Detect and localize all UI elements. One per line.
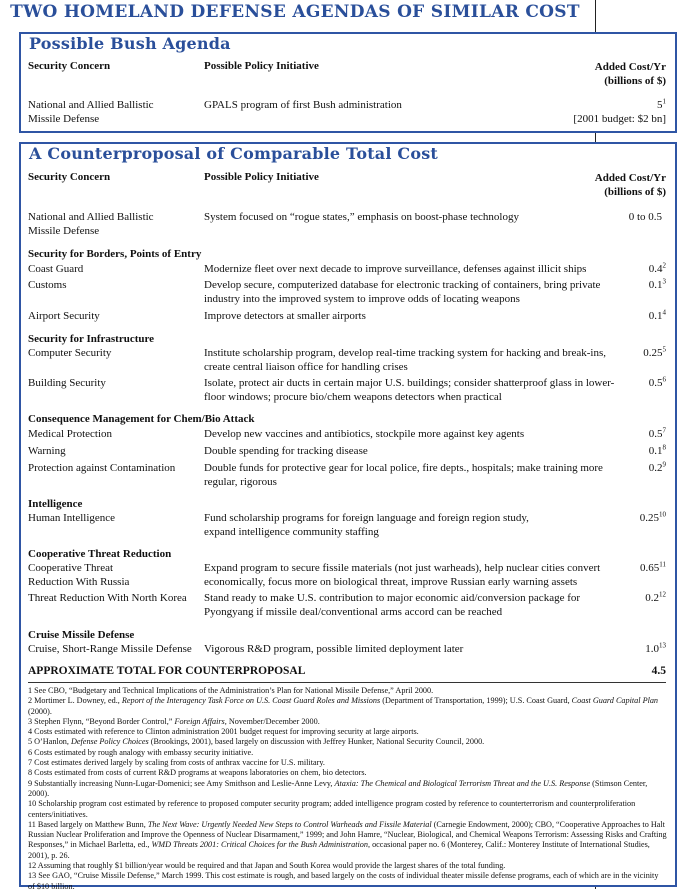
cost-header-line2: (billions of $) — [604, 75, 666, 87]
concern-cell: Human Intelligence — [28, 512, 116, 524]
concern-cell: National and Allied Ballistic Missile Defense — [28, 99, 154, 125]
footnote-ref: 12 — [659, 590, 666, 599]
bush-agenda-panel — [19, 32, 677, 133]
column-header-concern: Security Concern — [28, 171, 111, 183]
initiative-cell: Vigorous R&D program, possible limited deployment later — [204, 643, 464, 655]
initiative-cell: Isolate, protect air ducts in certain major U.S. buildings; consider shatterproof glass in lower-floor windows; procure bio/chem weapons detectors when practical — [204, 377, 615, 403]
initiative-cell: Modernize fleet over next decade to improve surveillance, defenses against illicit ships — [204, 263, 587, 275]
concern-cell: Warning — [28, 445, 66, 457]
concern-cell: Computer Security — [28, 347, 112, 359]
cost-cell — [556, 444, 666, 458]
footnote: 7 Cost estimates derived largely by scaling from costs of anthrax vaccine for U.S. military. — [28, 758, 325, 768]
footnote: 10 Scholarship program cost estimated by reference to proposed computer security program; added intelligence program costed by reference to counterterrorism and counterproliferation centers/initiatives. — [28, 799, 636, 819]
cost-cell — [556, 511, 666, 525]
concern-cell: Threat Reduction With North Korea — [28, 592, 187, 604]
bush-agenda-heading: Possible Bush Agenda — [29, 34, 231, 53]
cost-value: 1.0 — [645, 643, 659, 655]
section-heading: Cooperative Threat Reduction — [28, 548, 172, 560]
cost-value: 0.25 — [639, 512, 659, 524]
page-title: TWO HOMELAND DEFENSE AGENDAS OF SIMILAR COST — [10, 2, 580, 22]
concern-cell: Protection against Contamination — [28, 462, 176, 474]
initiative-cell: GPALS program of first Bush administration — [204, 99, 402, 111]
section-heading: Intelligence — [28, 498, 83, 510]
concern-cell: Cooperative Threat Reduction With Russia — [28, 562, 130, 588]
footnote: 11 Based largely on Matthew Bunn, The Next Wave: Urgently Needed New Steps to Control Warheads and Fissile Material (Carnegie Endowment, 2000); CBO, “Cooperative Approaches to Halt Russian Nuclear Proliferation and Improve the Openness of Nuclear Disarmament,” 1999; and John Hamre, “Nuclear, Biological, and Chemical Weapons Terrorism: Assessing Risks and Crafting Responses,” in Michael Barletta, ed., WMD Threats 2001: Critical Choices for the Bush Administration, occasional paper no. 6 (Monterey, Calif.: Monterey Institute of International Studies, 2001), p. 26. — [28, 819, 667, 860]
footnote-ref: 1 — [662, 97, 666, 106]
footnote: 6 Costs estimated by rough analogy with embassy security initiative. — [28, 747, 254, 757]
concern-cell: Coast Guard — [28, 263, 84, 275]
decorative-rule — [595, 133, 596, 142]
footnote: 13 See GAO, “Cruise Missile Defense,” March 1999. This cost estimate is rough, and based largely on the costs of individual theater missile defense programs, each of which are in the vicinity of $10 billion. — [28, 871, 659, 891]
cost-header-line1: Added Cost/Yr — [594, 172, 666, 184]
concern-cell: Medical Protection — [28, 428, 113, 440]
concern-cell: Cruise, Short-Range Missile Defense — [28, 643, 192, 655]
cost-value: 0.1 — [648, 445, 663, 457]
counterproposal-panel — [19, 142, 677, 891]
cost-value: 0.5 — [648, 377, 663, 389]
column-header-concern: Security Concern — [28, 60, 111, 72]
footnote-ref: 2 — [662, 261, 666, 270]
footnote-ref: 4 — [662, 308, 666, 317]
footnote: 3 Stephen Flynn, “Beyond Border Control,” Foreign Affairs, November/December 2000. — [28, 716, 320, 726]
initiative-cell: Stand ready to make U.S. contribution to major economic aid/conversion package for Pyongyang if missile deal/conventional arms accord can be reached — [204, 592, 581, 618]
concern-cell: Customs — [28, 279, 67, 291]
footnotes — [28, 686, 667, 892]
footnote-ref: 7 — [662, 426, 666, 435]
footnote: 1 See CBO, “Budgetary and Technical Implications of the Administration’s Plan for National Missile Defense,” April 2000. — [28, 686, 434, 695]
cost-value: 0.65 — [640, 562, 660, 574]
section-heading: Consequence Management for Chem/Bio Attack — [28, 413, 255, 425]
footnote: 2 Mortimer L. Downey, ed., Report of the Interagency Task Force on U.S. Coast Guard Roles and Missions (Department of Transportation, 1999); U.S. Coast Guard, Coast Guard Capital Plan (2000). — [28, 696, 659, 716]
cost-value: 0.4 — [648, 263, 663, 275]
cost-cell — [556, 461, 666, 475]
cost-cell — [556, 278, 666, 292]
cost-header-line1: Added Cost/Yr — [594, 61, 666, 73]
total-row — [28, 665, 666, 677]
initiative-cell: Expand program to secure fissile materials (not just warheads), help nuclear cities convert economically, focus more on biological threat, improve Russian early warning assets — [204, 562, 601, 588]
initiative-cell: Double spending for tracking disease — [204, 445, 368, 457]
footnote: 4 Costs estimated with reference to Clinton administration 2001 budget request for improving security at large airports. — [28, 727, 419, 737]
cost-cell — [556, 376, 666, 390]
decorative-rule — [595, 0, 596, 32]
footnote-ref: 3 — [662, 277, 666, 286]
cost-value: 0.1 — [648, 310, 663, 322]
footnote: 8 Costs estimated from costs of current R&D programs at weapons laboratories on chem, bio detectors. — [28, 768, 367, 778]
initiative-cell: Improve detectors at smaller airports — [204, 310, 366, 322]
cost-cell — [556, 427, 666, 441]
footnote-ref: 8 — [662, 443, 666, 452]
cost-cell: 0 to 0.5 — [628, 211, 662, 223]
column-header-cost — [546, 171, 666, 199]
cost-header-line2: (billions of $) — [604, 186, 666, 198]
initiative-cell: Double funds for protective gear for local police, fire depts., hospitals; make training more regular, rigorous — [204, 462, 603, 488]
footnote-ref: 11 — [659, 560, 666, 569]
divider — [28, 682, 666, 683]
budget-note: [2001 budget: $2 bn] — [573, 113, 666, 125]
cost-cell — [556, 98, 666, 126]
cost-value: 5 — [657, 99, 663, 111]
section-heading: Security for Infrastructure — [28, 333, 155, 345]
footnote-ref: 10 — [659, 510, 666, 519]
section-heading: Cruise Missile Defense — [28, 629, 135, 641]
column-header-initiative: Possible Policy Initiative — [204, 171, 319, 183]
initiative-cell: System focused on “rogue states,” emphasis on boost-phase technology — [204, 211, 519, 223]
column-header-initiative: Possible Policy Initiative — [204, 60, 319, 72]
footnote-ref: 9 — [662, 460, 666, 469]
column-header-cost — [546, 60, 666, 88]
footnote: 12 Assuming that roughly $1 billion/year would be required and that Japan and South Korea would provide the largest shares of the total funding. — [28, 861, 506, 871]
total-value: 4.5 — [651, 665, 666, 677]
footnote: 5 O’Hanlon, Defense Policy Choices (Brookings, 2001), based largely on discussion with Jeffrey Hunker, National Security Council, 2000. — [28, 737, 485, 747]
initiative-cell: Develop new vaccines and antibiotics, stockpile more against key agents — [204, 428, 525, 440]
footnote-ref: 6 — [662, 375, 666, 384]
footnote-ref: 5 — [662, 345, 666, 354]
cost-value: 0.1 — [648, 279, 663, 291]
cost-value: 0.5 — [648, 428, 663, 440]
footnote-ref: 13 — [659, 641, 666, 650]
concern-cell: Airport Security — [28, 310, 100, 322]
initiative-cell: Develop secure, computerized database for electronic tracking of containers, bring private industry into the improved system to improve odds of locating weapons — [204, 279, 601, 305]
cost-value: 0.25 — [643, 347, 663, 359]
cost-cell — [556, 309, 666, 323]
concern-cell: National and Allied Ballistic Missile Defense — [28, 211, 154, 237]
cost-value: 0.2 — [645, 592, 659, 604]
total-label: APPROXIMATE TOTAL FOR COUNTERPROPOSAL — [28, 665, 306, 677]
section-heading: Security for Borders, Points of Entry — [28, 248, 202, 260]
counterproposal-heading: A Counterproposal of Comparable Total Cost — [29, 144, 439, 163]
cost-cell — [556, 346, 666, 360]
initiative-cell: Fund scholarship programs for foreign language and foreign region study, expand intelligence community staffing — [204, 512, 529, 538]
cost-cell — [556, 561, 666, 575]
concern-cell: Building Security — [28, 377, 106, 389]
cost-cell — [556, 642, 666, 656]
initiative-cell: Institute scholarship program, develop real-time tracking system for hacking and break-ins, create central liaison office for handling crises — [204, 347, 606, 373]
cost-cell — [556, 262, 666, 276]
cost-cell — [556, 591, 666, 605]
cost-value: 0.2 — [648, 462, 663, 474]
footnote: 9 Substantially increasing Nunn-Lugar-Domenici; see Amy Smithson and Leslie-Anne Levy, Ataxia: The Chemical and Biological Terrorism Threat and the U.S. Response (Stimson Center, 2000). — [28, 778, 648, 798]
